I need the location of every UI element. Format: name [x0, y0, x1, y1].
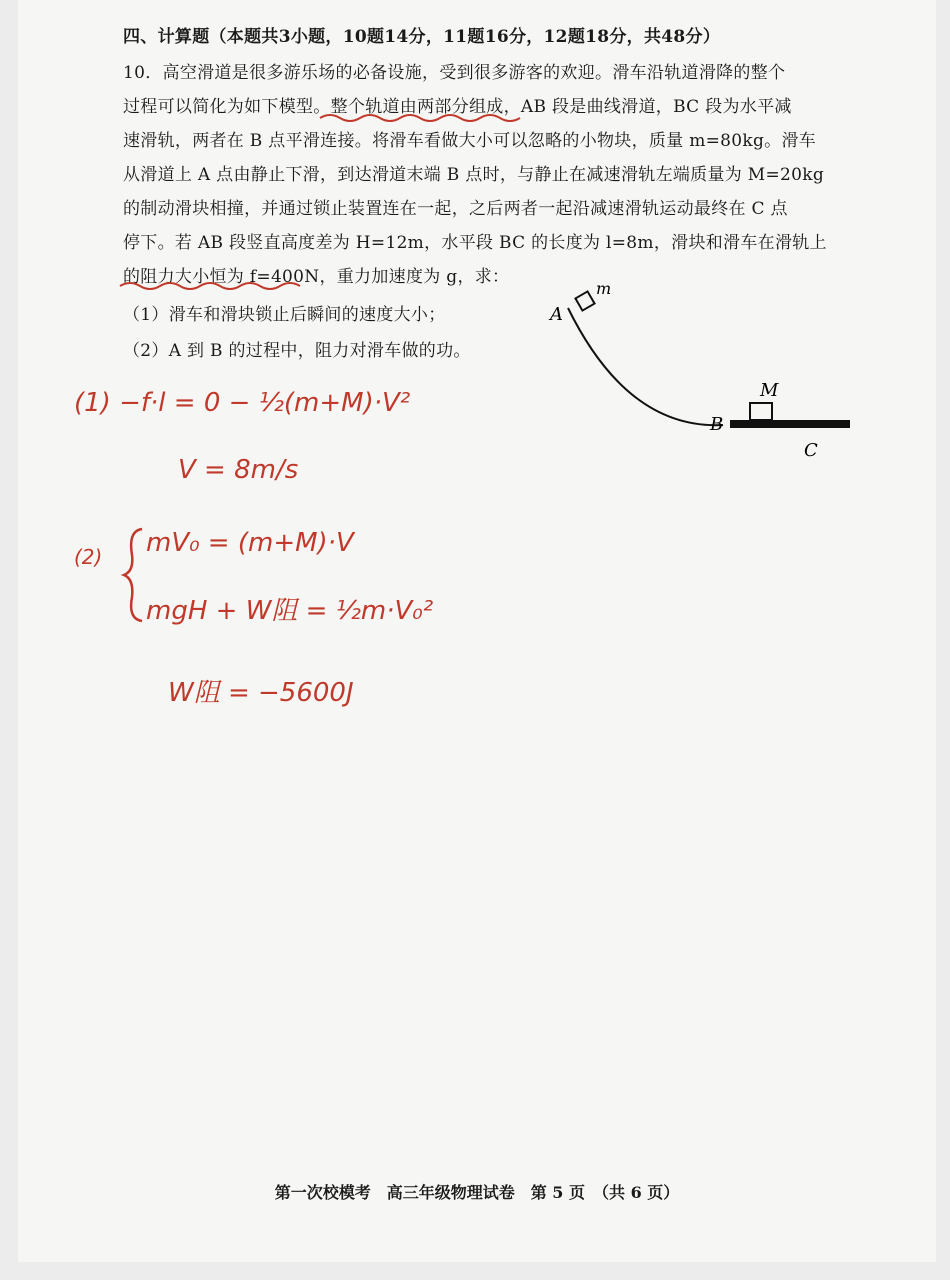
label-M: M — [760, 380, 779, 401]
problem-line-5: 的制动滑块相撞，并通过锁止装置连在一起，之后两者一起沿减速滑轨运动最终在 C 点 — [123, 199, 788, 219]
answer-1-result: V = 8m/s — [178, 455, 299, 485]
track-diagram — [538, 270, 878, 470]
answer-1-equation: (1) −f·l = 0 − ½(m+M)·V² — [74, 388, 411, 418]
underline-mark-1 — [318, 112, 538, 126]
label-a: A — [550, 304, 563, 325]
question-2: （2）A 到 B 的过程中，阻力对滑车做的功。 — [123, 341, 471, 361]
label-m: m — [596, 279, 612, 298]
horizontal-rail — [730, 420, 850, 428]
problem-line-2: 过程可以简化为如下模型。整个轨道由两部分组成，AB 段是曲线滑道，BC 段为水平减 — [123, 97, 792, 117]
answer-2-result: W阻 = −5600J — [168, 678, 354, 708]
problem-line-1: 10．高空滑道是很多游乐场的必备设施，受到很多游客的欢迎。滑车沿轨道滑降的整个 — [123, 63, 786, 83]
answer-2-equation-1: mV₀ = (m+M)·V — [146, 528, 354, 558]
problem-line-3: 速滑轨，两者在 B 点平滑连接。将滑车看做大小可以忽略的小物块，质量 m=80kg。滑车 — [123, 131, 817, 151]
exam-page — [18, 0, 936, 1262]
label-b: B — [710, 414, 724, 435]
answer-2-equation-2: mgH + W阻 = ½m·V₀² — [146, 596, 434, 626]
problem-line-7: 的阻力大小恒为 f=400N，重力加速度为 g，求： — [123, 267, 510, 287]
problem-line-4: 从滑道上 A 点由静止下滑，到达滑道末端 B 点时，与静止在减速滑轨左端质量为 M=20kg — [123, 165, 825, 185]
curved-track — [568, 308, 723, 425]
problem-line-6: 停下。若 AB 段竖直高度差为 H=12m，水平段 BC 的长度为 l=8m，滑块和滑车在滑轨上 — [123, 233, 827, 253]
brake-block — [750, 403, 772, 420]
answer-2-label: (2) — [74, 545, 103, 569]
label-c: C — [804, 440, 818, 461]
section-heading: 四、计算题（本题共3小题，10题14分，11题16分，12题18分，共48分） — [123, 27, 721, 47]
cart-block — [575, 291, 594, 310]
system-brace-icon — [118, 525, 148, 625]
question-1: （1）滑车和滑块锁止后瞬间的速度大小； — [123, 305, 446, 325]
underline-mark-2 — [118, 280, 318, 294]
page-footer: 第一次校模考 高三年级物理试卷 第 5 页 （共 6 页） — [274, 1183, 680, 1202]
